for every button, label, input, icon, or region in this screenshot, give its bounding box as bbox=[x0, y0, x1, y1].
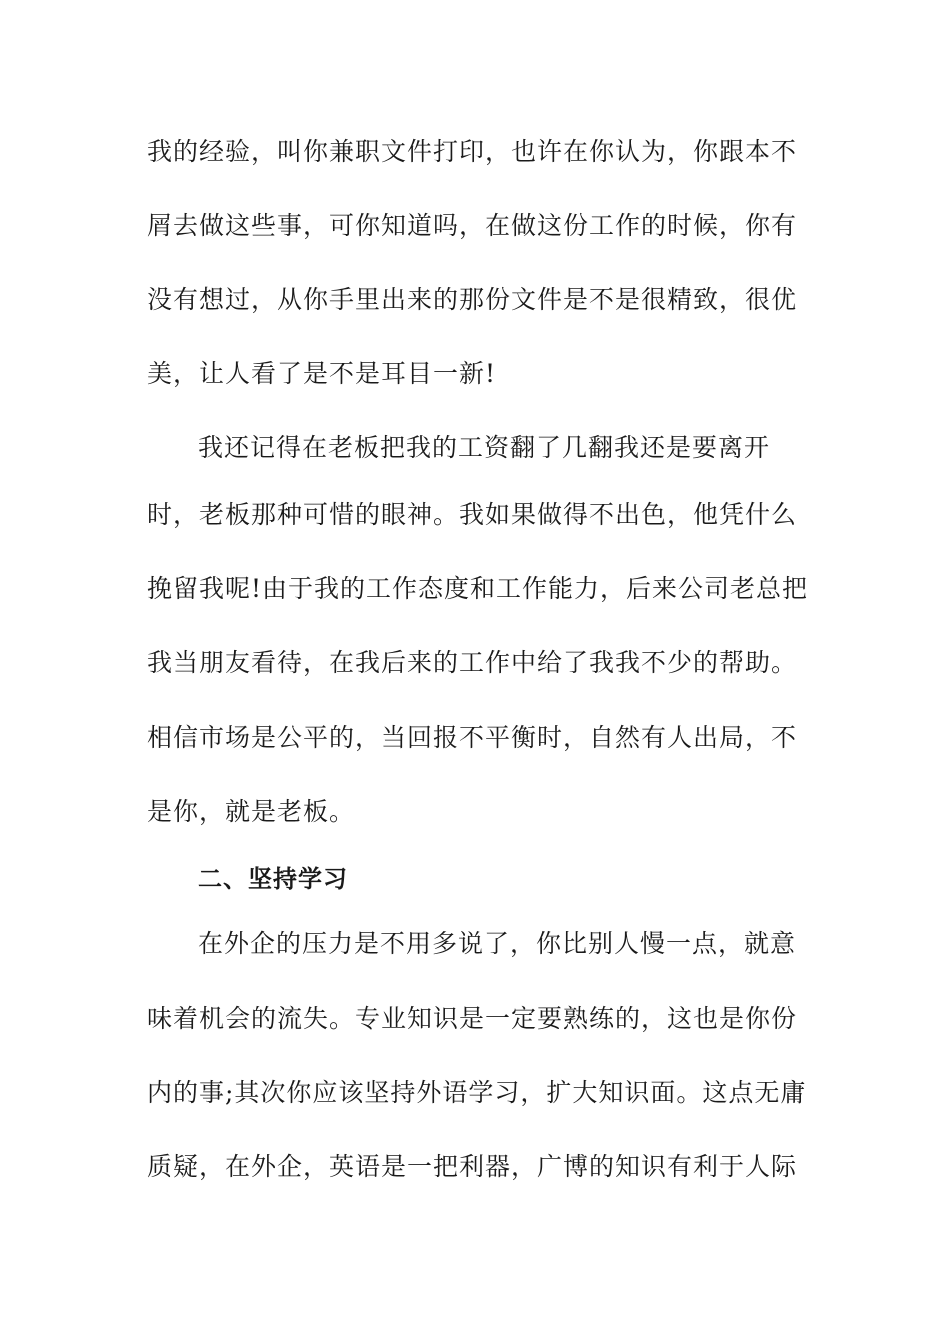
paragraph-line: 没有想过，从你手里出来的那份文件是不是很精致，很优 bbox=[147, 285, 798, 314]
paragraph-line: 美，让人看了是不是耳目一新! bbox=[147, 359, 497, 388]
paragraph-line: 挽留我呢!由于我的工作态度和工作能力，后来公司老总把 bbox=[147, 574, 809, 603]
paragraph-line: 我的经验，叫你兼职文件打印，也许在你认为，你跟本不 bbox=[147, 137, 798, 166]
paragraph-line: 在外企的压力是不用多说了，你比别人慢一点，就意 bbox=[198, 929, 797, 958]
paragraph-line: 相信市场是公平的，当回报不平衡时，自然有人出局，不 bbox=[147, 723, 798, 752]
paragraph-line: 味着机会的流失。专业知识是一定要熟练的，这也是你份 bbox=[147, 1004, 798, 1033]
paragraph-line: 我还记得在老板把我的工资翻了几翻我还是要离开 bbox=[198, 433, 771, 462]
section-heading: 二、坚持学习 bbox=[198, 865, 348, 893]
paragraph-line: 时，老板那种可惜的眼神。我如果做得不出色，他凭什么 bbox=[147, 500, 798, 529]
paragraph-line: 是你，就是老板。 bbox=[147, 797, 356, 826]
paragraph-line: 内的事;其次你应该坚持外语学习，扩大知识面。这点无庸 bbox=[147, 1078, 807, 1107]
paragraph-line: 质疑，在外企，英语是一把利器，广博的知识有利于人际 bbox=[147, 1152, 798, 1181]
paragraph-line: 屑去做这些事，可你知道吗，在做这份工作的时候，你有 bbox=[147, 211, 798, 240]
paragraph-line: 我当朋友看待，在我后来的工作中给了我我不少的帮助。 bbox=[147, 648, 798, 677]
